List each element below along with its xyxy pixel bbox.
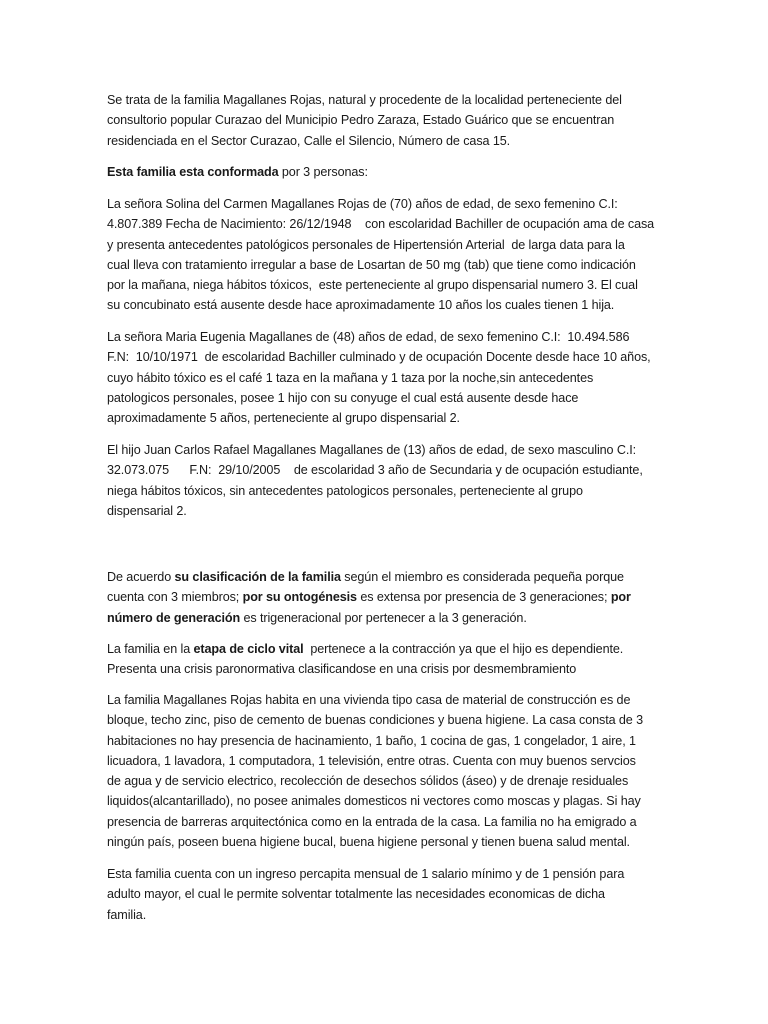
text-run: bloque, techo zinc, piso de cemento de buenas condiciones y buena higiene. La casa consta de 3 xyxy=(107,713,644,728)
paragraph-member-juan xyxy=(107,440,667,521)
text-line xyxy=(107,659,667,679)
text-run: es extensa por presencia de 3 generaciones; xyxy=(356,590,611,605)
text-line xyxy=(107,275,667,295)
text-line xyxy=(107,460,667,480)
text-run: 32.073.075 F.N: 29/10/2005 de escolaridad 3 año de Secundaria y de ocupación estudiante, xyxy=(107,463,643,478)
text-run: F.N: 10/10/1971 de escolaridad Bachiller culminado y de ocupación Docente desde hace 10 años, xyxy=(107,350,651,365)
text-line xyxy=(107,194,667,214)
paragraph-classification xyxy=(107,567,667,628)
text-run: Presenta una crisis paronormativa clasificandose en una crisis por desmembramiento xyxy=(107,662,577,677)
text-line xyxy=(107,162,667,182)
text-line xyxy=(107,751,667,771)
text-run: por 3 personas: xyxy=(278,165,368,179)
paragraph-intro xyxy=(107,90,667,151)
text-run: consultorio popular Curazao del Municipio Pedro Zaraza, Estado Guárico que se encuentran xyxy=(107,113,615,128)
text-run: ningún país, poseen buena higiene bucal, buena higiene personal y tienen buena salud mental. xyxy=(107,835,630,850)
text-run: y presenta antecedentes patológicos personales de Hipertensión Arterial de larga data para la xyxy=(107,237,625,252)
text-line xyxy=(107,710,667,730)
text-run: Se trata de la familia Magallanes Rojas, natural y procedente de la localidad perteneciente del xyxy=(107,93,622,107)
bold-text-run: etapa de ciclo vital xyxy=(193,642,304,656)
text-run: La familia en la xyxy=(107,642,194,656)
text-line xyxy=(107,608,667,628)
text-line xyxy=(107,295,667,315)
text-line xyxy=(107,110,667,130)
text-run: pertenece a la contracción ya que el hijo es dependiente. xyxy=(303,642,624,656)
text-run: licuadora, 1 lavadora, 1 computadora, 1 televisión, entre otras. Cuenta con muy buenos servcios xyxy=(107,753,636,768)
text-line xyxy=(107,327,667,347)
text-run: según el miembro es considerada pequeña porque xyxy=(340,570,624,584)
bold-text-run: por xyxy=(610,590,631,605)
text-line xyxy=(107,884,667,904)
text-line xyxy=(107,440,667,460)
text-line xyxy=(107,832,667,852)
text-line xyxy=(107,368,667,388)
text-run: liquidos(alcantarillado), no posee animales domesticos ni vectores como moscas y plagas. Si hay xyxy=(107,794,641,809)
text-line xyxy=(107,791,667,811)
text-run: dispensarial 2. xyxy=(107,503,187,518)
text-run: niega hábitos tóxicos, sin antecedentes patologicos personales, perteneciente al grupo xyxy=(107,483,583,498)
text-run: patologicos personales, posee 1 hijo con su conyuge el cual está ausente desde hace xyxy=(107,390,579,405)
text-run: La señora Solina del Carmen Magallanes Rojas de (70) años de edad, de sexo femenino C.I: xyxy=(107,197,618,211)
text-line xyxy=(107,408,667,428)
paragraph-income xyxy=(107,864,667,925)
text-line xyxy=(107,812,667,832)
paragraph-member-solina xyxy=(107,194,667,316)
text-line xyxy=(107,690,667,710)
text-line xyxy=(107,501,667,521)
text-run: habitaciones no hay presencia de hacinamiento, 1 baño, 1 cocina de gas, 1 congelador, 1 aire, 1 xyxy=(107,733,636,748)
bold-text-run: Esta familia esta conformada xyxy=(107,165,279,179)
text-run: es trigeneracional por pertenecer a la 3 generación. xyxy=(240,610,527,625)
text-line xyxy=(107,639,667,659)
paragraph-life-cycle xyxy=(107,639,667,680)
text-run: aproximadamente 5 años, perteneciente al grupo dispensarial 2. xyxy=(107,411,460,426)
text-run: cuyo hábito tóxico es el café 1 taza en la mañana y 1 taza por la noche,sin antecedentes xyxy=(107,370,594,385)
paragraph-family-composition xyxy=(107,162,667,182)
paragraph-housing xyxy=(107,690,667,852)
text-run: de agua y de servicio electrico, recolección de desechos sólidos (áseo) y de drenaje residuales xyxy=(107,774,629,789)
text-run: adulto mayor, el cual le permite solventar totalmente las necesidades economicas de dicha xyxy=(107,887,605,902)
text-run: su concubinato está ausente desde hace aproximadamente 10 años los cuales tienen 1 hija. xyxy=(107,298,615,313)
text-line xyxy=(107,388,667,408)
text-line xyxy=(107,235,667,255)
text-line xyxy=(107,255,667,275)
text-run: El hijo Juan Carlos Rafael Magallanes Magallanes de (13) años de edad, de sexo masculino C.I: xyxy=(107,443,637,457)
text-run: De acuerdo xyxy=(107,570,175,584)
text-run: residenciada en el Sector Curazao, Calle el Silencio, Número de casa 15. xyxy=(107,133,511,148)
paragraph-member-maria xyxy=(107,327,667,428)
text-run: familia. xyxy=(107,907,147,922)
bold-text-run: número de generación xyxy=(107,610,241,625)
text-line xyxy=(107,905,667,925)
text-run: cual lleva con tratamiento irregular a base de Losartan de 50 mg (tab) que tiene como indicación xyxy=(107,257,636,272)
text-line xyxy=(107,481,667,501)
text-run: por la mañana, niega hábitos tóxicos, este perteneciente al grupo dispensarial numero 3. El cual xyxy=(107,278,638,293)
text-run: La señora Maria Eugenia Magallanes de (48) años de edad, de sexo femenino C.I: 10.494.586 xyxy=(107,330,630,344)
text-line xyxy=(107,864,667,884)
text-line xyxy=(107,347,667,367)
text-line xyxy=(107,587,667,607)
text-run: cuenta con 3 miembros; xyxy=(107,590,243,605)
text-line xyxy=(107,131,667,151)
text-run: 4.807.389 Fecha de Nacimiento: 26/12/1948 con escolaridad Bachiller de ocupación ama de casa xyxy=(107,217,655,232)
bold-text-run: su clasificación de la familia xyxy=(174,570,341,584)
bold-text-run: por su ontogénesis xyxy=(242,590,357,605)
text-run: Esta familia cuenta con un ingreso percapita mensual de 1 salario mínimo y de 1 pensión para xyxy=(107,867,625,881)
text-line xyxy=(107,567,667,587)
text-line xyxy=(107,771,667,791)
text-line xyxy=(107,214,667,234)
text-line xyxy=(107,90,667,110)
text-run: presencia de barreras arquitectónica como en la entrada de la casa. La familia no ha emigrado a xyxy=(107,814,637,829)
text-run: La familia Magallanes Rojas habita en una vivienda tipo casa de material de construcción es de xyxy=(107,693,631,707)
text-line xyxy=(107,731,667,751)
